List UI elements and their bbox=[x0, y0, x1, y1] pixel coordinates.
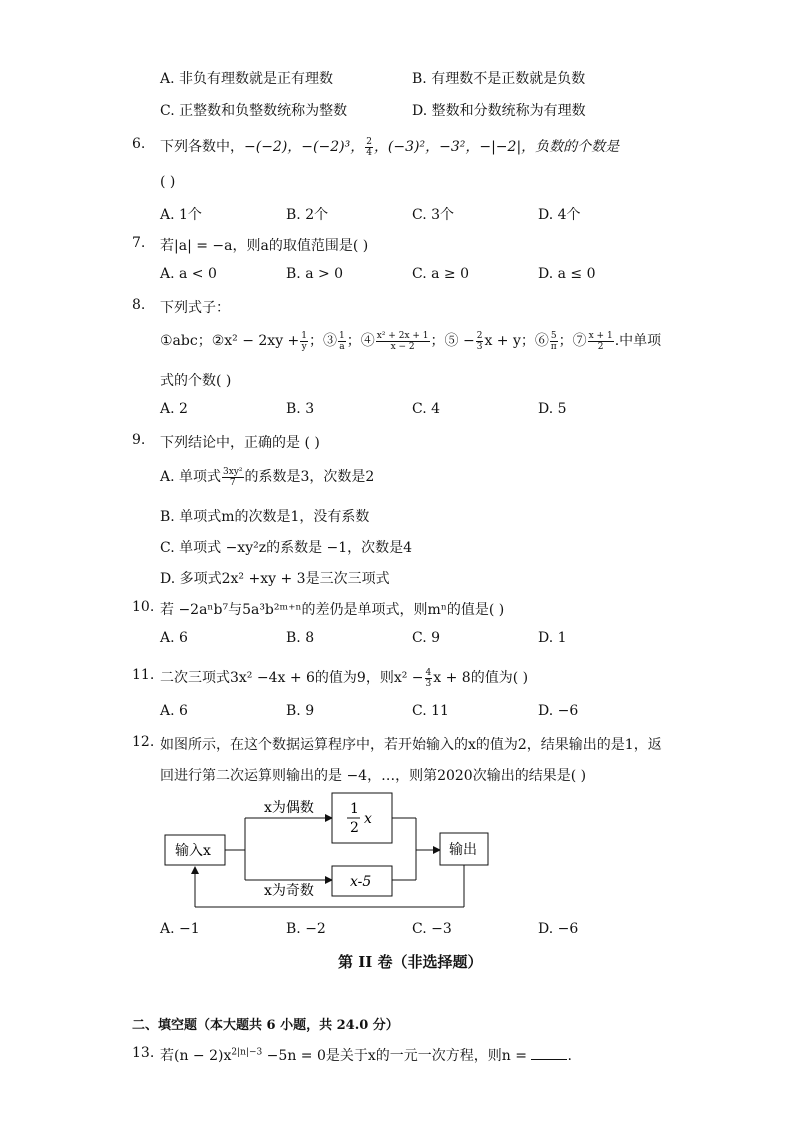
q12-line-1: 如图所示，在这个数据运算程序中，若开始输入的x的值为2，结果输出的是1，返 bbox=[160, 737, 662, 753]
q8-frac-5-num: 5 bbox=[550, 330, 557, 341]
q11-number: 11. bbox=[132, 667, 155, 683]
q12-option-b: B. −2 bbox=[286, 921, 326, 937]
q8-stem-2: 式的个数( ) bbox=[160, 373, 232, 389]
diagram-odd-label: x为奇数 bbox=[264, 883, 314, 899]
q6-fraction-den: 4 bbox=[366, 147, 372, 158]
q7-option-d: D. a ≤ 0 bbox=[538, 266, 596, 282]
q9-option-d: D. 多项式2x² +xy + 3是三次三项式 bbox=[160, 571, 390, 587]
diagram-output-label: 输出 bbox=[449, 842, 477, 858]
q11-option-d: D. −6 bbox=[538, 703, 579, 719]
q10-option-a: A. 6 bbox=[160, 630, 188, 646]
q12-number: 12. bbox=[132, 734, 155, 750]
q11-option-a: A. 6 bbox=[160, 703, 188, 719]
q8-frac-3 bbox=[376, 331, 430, 352]
q10-option-c: C. 9 bbox=[412, 630, 441, 646]
q7-stem: 若|a| = −a，则a的取值范围是( ) bbox=[160, 238, 369, 254]
q13-stem-1: 若(n − 2)x bbox=[160, 1048, 232, 1064]
q11-stem bbox=[160, 667, 528, 689]
q6-option-a: A. 1个 bbox=[160, 207, 202, 223]
diagram-half-den: 2 bbox=[350, 820, 359, 836]
q12-option-c: C. −3 bbox=[412, 921, 452, 937]
q11-frac bbox=[425, 668, 433, 689]
q8-frac-6-den: 2 bbox=[597, 341, 604, 352]
q9-option-a-post: 的系数是3，次数是2 bbox=[244, 469, 375, 485]
q9-option-a-pre: A. 单项式 bbox=[160, 469, 222, 485]
q8-items-7: .中单项 bbox=[614, 333, 662, 349]
q9-option-c: C. 单项式 −xy²z的系数是 −1，次数是4 bbox=[160, 540, 413, 556]
q5-option-b: B. 有理数不是正数就是负数 bbox=[412, 71, 586, 87]
q11-frac-num: 4 bbox=[425, 667, 432, 678]
q7-option-c: C. a ≥ 0 bbox=[412, 266, 469, 282]
q9-option-b: B. 单项式m的次数是1，没有系数 bbox=[160, 509, 370, 525]
diagram-input-label: 输入x bbox=[175, 843, 211, 859]
q5-option-d: D. 整数和分数统称为有理数 bbox=[412, 103, 586, 119]
q9-option-a-frac-num: 3xy² bbox=[223, 466, 243, 477]
q8-option-c: C. 4 bbox=[412, 401, 441, 417]
q6-number: 6. bbox=[132, 136, 146, 152]
q8-stem: 下列式子： bbox=[160, 300, 230, 316]
q13-stem-2: −5n = 0是关于x的一元一次方程，则n = bbox=[262, 1048, 527, 1064]
q5-option-c: C. 正整数和负整数统称为整数 bbox=[160, 103, 348, 119]
q8-items-6: ；⑦ bbox=[558, 333, 587, 349]
q13-stem-3: . bbox=[567, 1048, 572, 1064]
q6-option-c: C. 3个 bbox=[412, 207, 455, 223]
q9-stem: 下列结论中，正确的是 ( ) bbox=[160, 435, 320, 451]
q12-flow-diagram bbox=[150, 780, 510, 915]
q7-option-a: A. a < 0 bbox=[160, 266, 217, 282]
diagram-minus-label: x-5 bbox=[350, 874, 372, 890]
q11-stem-2: x + 8的值为( ) bbox=[433, 670, 529, 686]
q12-option-a: A. −1 bbox=[160, 921, 200, 937]
q8-items bbox=[160, 330, 661, 352]
q11-option-b: B. 9 bbox=[286, 703, 315, 719]
q8-items-1: ①abc；②x² − 2xy + bbox=[160, 333, 300, 349]
q6-fraction bbox=[365, 137, 373, 158]
q7-number: 7. bbox=[132, 235, 146, 251]
q8-items-3: ；④ bbox=[346, 333, 375, 349]
q8-items-4: ；⑤ − bbox=[430, 333, 475, 349]
q8-frac-2 bbox=[338, 331, 346, 352]
q8-frac-2-num: 1 bbox=[339, 330, 345, 341]
q8-option-a: A. 2 bbox=[160, 401, 188, 417]
q6-stem-expr: −(−2)，−(−2)³， bbox=[244, 139, 365, 155]
q6-stem bbox=[160, 136, 619, 158]
q10-stem: 若 −2aⁿb⁷与5a³b²ᵐ⁺ⁿ的差仍是单项式，则mⁿ的值是( ) bbox=[160, 602, 505, 618]
q8-items-2: ；③ bbox=[309, 333, 338, 349]
q6-fraction-num: 2 bbox=[366, 136, 372, 147]
q12-option-d: D. −6 bbox=[538, 921, 579, 937]
q13-answer-blank[interactable] bbox=[531, 1047, 567, 1060]
q11-option-c: C. 11 bbox=[412, 703, 449, 719]
q11-frac-den: 3 bbox=[425, 678, 432, 689]
q8-option-d: D. 5 bbox=[538, 401, 567, 417]
diagram-half-box bbox=[332, 793, 392, 843]
q8-frac-1-num: 1 bbox=[301, 330, 308, 341]
q10-option-d: D. 1 bbox=[538, 630, 567, 646]
q8-frac-4-num: 2 bbox=[476, 330, 483, 341]
q10-option-b: B. 8 bbox=[286, 630, 315, 646]
q13-number: 13. bbox=[132, 1045, 155, 1061]
q9-option-a bbox=[160, 466, 374, 488]
q8-frac-5 bbox=[550, 331, 558, 352]
q7-option-b: B. a > 0 bbox=[286, 266, 344, 282]
q6-stem-expr2: ，(−3)²，−3²，−|−2|，负数的个数是 bbox=[373, 139, 620, 155]
q8-frac-5-den: π bbox=[550, 341, 557, 352]
q13-stem bbox=[160, 1045, 572, 1065]
q8-frac-3-den: x − 2 bbox=[390, 341, 415, 352]
diagram-half-x: x bbox=[364, 811, 372, 827]
q8-frac-3-num: x² + 2x + 1 bbox=[376, 330, 429, 341]
q9-number: 9. bbox=[132, 432, 146, 448]
q9-option-a-frac-den: 7 bbox=[229, 477, 236, 488]
q9-option-a-frac bbox=[222, 467, 244, 488]
q6-paren: ( ) bbox=[160, 174, 176, 190]
q8-frac-2-den: a bbox=[339, 341, 345, 352]
q8-frac-1 bbox=[300, 331, 308, 352]
q8-items-5: x + y；⑥ bbox=[484, 333, 549, 349]
q8-frac-6-num: x + 1 bbox=[588, 330, 613, 341]
q8-number: 8. bbox=[132, 297, 146, 313]
q8-frac-1-den: y bbox=[301, 341, 307, 352]
q8-frac-6 bbox=[588, 331, 614, 352]
diagram-even-label: x为偶数 bbox=[264, 800, 314, 816]
q13-exponent: 2|n|−3 bbox=[231, 1047, 263, 1058]
q12-line-2: 回进行第二次运算则输出的是 −4，…，则第2020次输出的结果是( ) bbox=[160, 768, 587, 784]
diagram-half-num: 1 bbox=[350, 801, 359, 817]
section-two-heading: 二、填空题（本大题共 6 小题，共 24.0 分） bbox=[132, 1018, 399, 1033]
q6-stem-start: 下列各数中， bbox=[160, 139, 244, 155]
q6-option-d: D. 4个 bbox=[538, 207, 581, 223]
q10-number: 10. bbox=[132, 599, 155, 615]
q5-option-a: A. 非负有理数就是正有理数 bbox=[160, 71, 334, 87]
q11-stem-1: 二次三项式3x² −4x + 6的值为9，则x² − bbox=[160, 670, 424, 686]
q8-option-b: B. 3 bbox=[286, 401, 315, 417]
part-two-title: 第 II 卷（非选择题） bbox=[338, 953, 483, 971]
q8-frac-4 bbox=[476, 331, 484, 352]
q8-frac-4-den: 3 bbox=[476, 341, 483, 352]
q6-option-b: B. 2个 bbox=[286, 207, 329, 223]
